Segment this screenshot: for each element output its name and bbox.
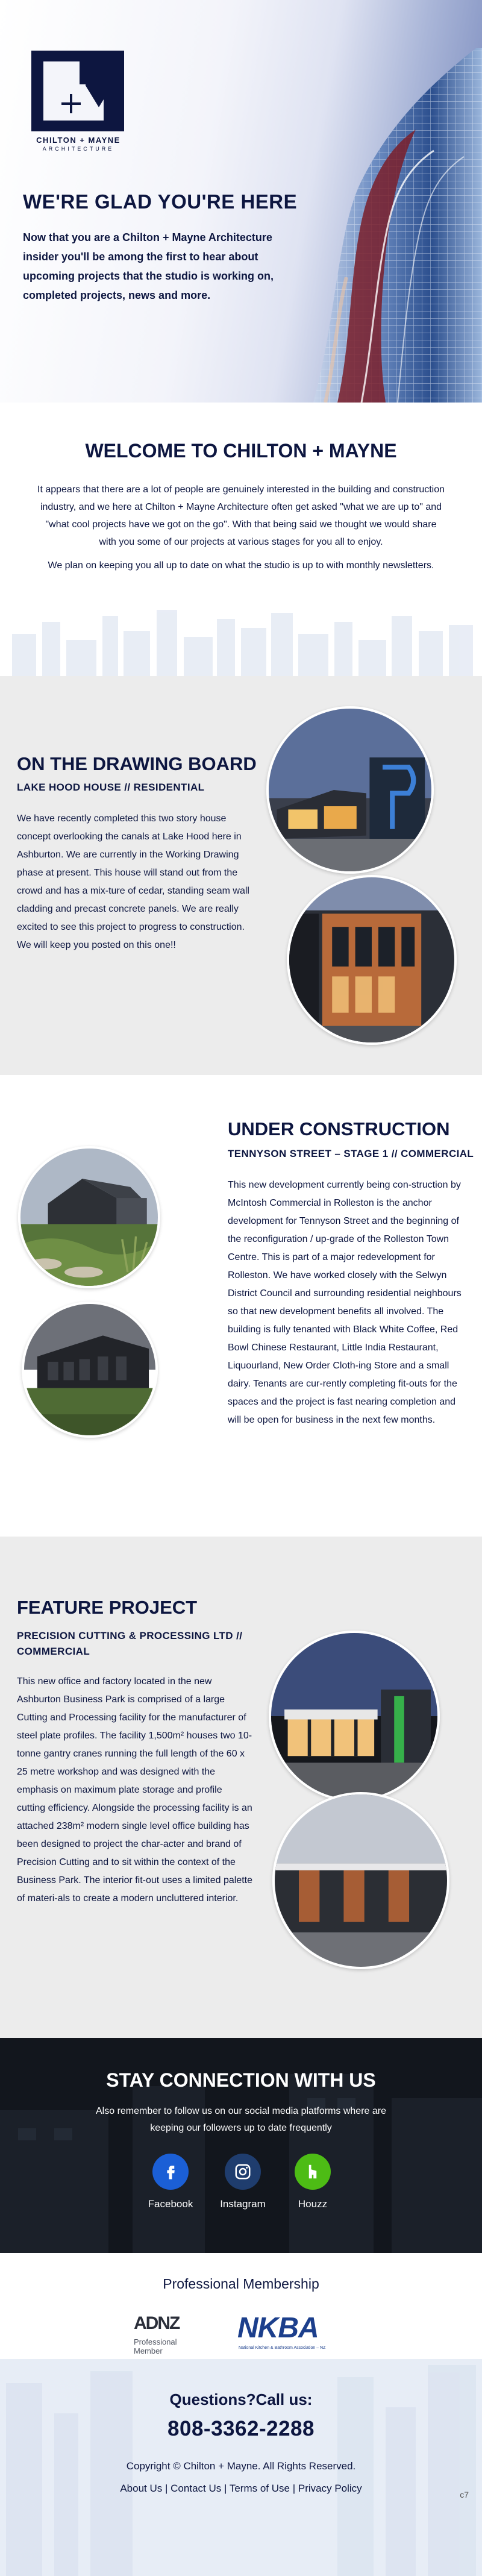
lake-hood-house-night-photo[interactable] [266, 706, 434, 874]
nkba-caption: National Kitchen & Bathroom Association – NZ [239, 2346, 326, 2350]
under-construction-section [0, 1075, 482, 1537]
hero-section [0, 0, 482, 403]
lake-hood-house-cedar-photo[interactable] [287, 875, 457, 1045]
drawing-board-body: We have recently completed this two story house concept overlooking the canals at Lake Hood here in Ashburton. We are currently in the Working Drawing phase at present. This house will stand out from the crowd and has a mix-ture of cedar, standing seam wall cladding and precast concrete panels. We are really excited to see this project to progress to construction. We will keep you posted on this one!! [17, 813, 249, 950]
tennyson-street-render-photo[interactable] [18, 1146, 160, 1288]
hero-title: WE'RE GLAD YOU'RE HERE [23, 190, 298, 213]
facebook-label[interactable]: Facebook [148, 2198, 193, 2210]
nkba-logo[interactable] [236, 2313, 357, 2355]
feature-project-subtitle: PRECISION CUTTING & PROCESSING LTD // COMMERCIAL [17, 1630, 243, 1657]
facebook-icon[interactable] [152, 2154, 189, 2190]
privacy-policy-link[interactable]: Privacy Policy [298, 2483, 362, 2494]
feature-project-title: FEATURE PROJECT [17, 1597, 198, 1618]
welcome-body [37, 481, 445, 574]
feature-project-body: This new office and factory located in the new Ashburton Business Park is comprised of a large Cutting and Processing facility for the manufacturer of steel plate profiles. The facility 1,500m² houses two 10-tonne gantry cranes running the full length of the 60 x 25 metre workshop and was designed with the emphasis on maximum plate storage and profile cutting efficiency. Alongside the processing facility is an attached 238m² modern single level office building has been designed to project the char-acter and brand of Precision Cutting and to sit within the context of the Business Park. The interior fit-out uses a limited palette of materi-als to create a modern uncluttered interior. [17, 1676, 252, 1904]
houzz-icon[interactable] [295, 2154, 331, 2190]
adnz-mark: ADNZ [134, 2313, 180, 2333]
welcome-paragraph-2: We plan on keeping you all up to date on what the studio is up to with monthly newsletters. [48, 560, 434, 571]
welcome-paragraph-1: It appears that there are a lot of people are genuinely interested in the building and construction industry, and we here at Chilton + Mayne Architecture often get asked "what we are up to" and "what cool projects have we got on the go". With that being said we thought we would share with you some of our projects at various stages for you all to enjoy. [37, 484, 445, 547]
drawing-board-subtitle: LAKE HOOD HOUSE // RESIDENTIAL [17, 782, 205, 793]
terms-of-use-link[interactable]: Terms of Use [229, 2483, 290, 2494]
footer-links [0, 2483, 482, 2495]
hero-text: Now that you are a Chilton + Mayne Architecture insider you'll be among the first to hear about upcoming projects that the studio is working on, completed projects, news and more. [23, 231, 274, 301]
version-tag: c7 [460, 2490, 469, 2499]
welcome-section [0, 403, 482, 676]
welcome-title: WELCOME TO CHILTON + MAYNE [85, 440, 397, 462]
logo-text: CHILTON + MAYNE [36, 136, 120, 145]
nkba-mark: NKBA [237, 2312, 319, 2344]
precision-cutting-office-photo[interactable] [269, 1631, 440, 1802]
under-construction-body: This new development currently being con-struction by McIntosh Commercial in Rolleston is the anchor development for Tennyson Street and the beginning of the reconfiguration / up-grade of the Rolleston Town Centre. This is part of a major redevelopment for Rolleston. We have worked closely with the Selwyn District Council and surrounding residential neighbours so that new development benefits all involved. The building is fully tenanted with Black White Coffee, Red Bowl Chinese Restaurant, Little India Restaurant, Liquourland, New Order Cloth-ing Store and a small dairy. Tenants are cur-rently completing fit-outs for the spaces and the project is fast nearing completion and will be open for business in the next few months. [228, 1180, 462, 1425]
city-skyline-background [0, 598, 482, 676]
copyright-text: Copyright © Chilton + Mayne. All Rights Reserved. [126, 2460, 356, 2472]
houzz-label[interactable]: Houzz [298, 2198, 328, 2210]
under-construction-subtitle: TENNYSON STREET – STAGE 1 // COMMERCIAL [228, 1148, 474, 1159]
social-text: Also remember to follow us on our social media platforms where are keeping our followers up to date frequently [96, 2106, 386, 2133]
social-title: STAY CONNECTION WITH US [106, 2069, 376, 2091]
link-separator: | [165, 2483, 168, 2494]
social-section [0, 2038, 482, 2253]
instagram-label[interactable]: Instagram [220, 2198, 266, 2210]
facebook-link[interactable] [131, 2154, 210, 2210]
link-separator: | [292, 2483, 296, 2494]
logo-subtext: ARCHITECTURE [42, 146, 114, 152]
link-separator: | [224, 2483, 227, 2494]
adnz-logo[interactable] [134, 2313, 205, 2355]
drawing-board-title: ON THE DRAWING BOARD [17, 753, 257, 774]
contact-us-link[interactable]: Contact Us [171, 2483, 222, 2494]
about-us-link[interactable]: About Us [120, 2483, 163, 2494]
questions-title: Questions?Call us: [169, 2390, 313, 2408]
precision-cutting-factory-photo[interactable] [272, 1792, 449, 1969]
chilton-mayne-logo[interactable] [28, 48, 129, 154]
membership-title: Professional Membership [163, 2276, 319, 2292]
phone-number[interactable]: 808-3362-2288 [167, 2417, 315, 2440]
adnz-line2: Member [134, 2346, 163, 2355]
membership-section [0, 2253, 482, 2359]
houzz-link[interactable] [274, 2154, 352, 2210]
instagram-icon[interactable] [225, 2154, 261, 2190]
footer-section [0, 2359, 482, 2576]
under-construction-title: UNDER CONSTRUCTION [228, 1118, 450, 1139]
adnz-line1: Professional [134, 2337, 177, 2346]
tennyson-street-dusk-render-photo[interactable] [22, 1302, 158, 1438]
drawing-board-section [0, 676, 482, 1075]
feature-project-section [0, 1537, 482, 2038]
instagram-link[interactable] [204, 2154, 282, 2210]
